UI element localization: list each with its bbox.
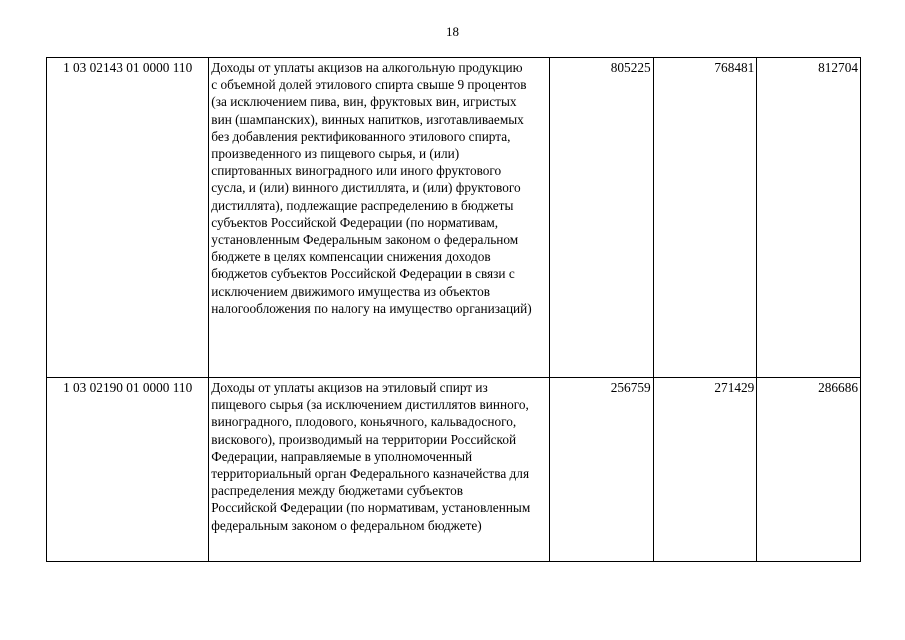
revenue-table bbox=[46, 57, 861, 562]
value-cell-year1: 256759 bbox=[549, 378, 653, 562]
budget-code-cell: 1 03 02143 01 0000 110 bbox=[47, 58, 209, 378]
description-text: Доходы от уплаты акцизов на этиловый спирт из пищевого сырья (за исключением дистиллятов винного, виноградного, плодового, коньячного, кальвадосного, вискового), производимый на территории Российской Федерации, направляемые в уполномоченный территориальный орган Федерального казначейства для распределения между бюджетами субъектов Российской Федерации (по нормативам, установленным федеральным законом о федеральном бюджете) bbox=[211, 380, 531, 533]
value-cell-year3: 812704 bbox=[757, 58, 861, 378]
table-row bbox=[47, 378, 861, 562]
page-number: 18 bbox=[446, 24, 459, 39]
value-cell-year1: 805225 bbox=[549, 58, 653, 378]
value-cell-year2: 271429 bbox=[653, 378, 757, 562]
table-row bbox=[47, 58, 861, 378]
value-cell-year3: 286686 bbox=[757, 378, 861, 562]
description-text: Доходы от уплаты акцизов на алкогольную продукцию с объемной долей этилового спирта свыше 9 процентов (за исключением пива, вин, фруктовых вин, игристых вин (шампанских), винных напитков, изготавливаемых без добавления ректификованного этилового спирта, произведенного из пищевого сырья, и (или) спиртованных виноградного или иного фруктового сусла, и (или) винного дистиллята, и (или) фруктового дистиллята), подлежащие распределению в бюджеты субъектов Российской Федерации (по нормативам, установленным Федеральным законом о федеральном бюджете в целях компенсации снижения доходов бюджетов субъектов Российской Федерации в связи с исключением движимого имущества из объектов налогообложения по налогу на имущество организаций) bbox=[211, 60, 532, 316]
description-cell bbox=[209, 58, 550, 378]
budget-code-cell: 1 03 02190 01 0000 110 bbox=[47, 378, 209, 562]
description-cell bbox=[209, 378, 550, 562]
value-cell-year2: 768481 bbox=[653, 58, 757, 378]
